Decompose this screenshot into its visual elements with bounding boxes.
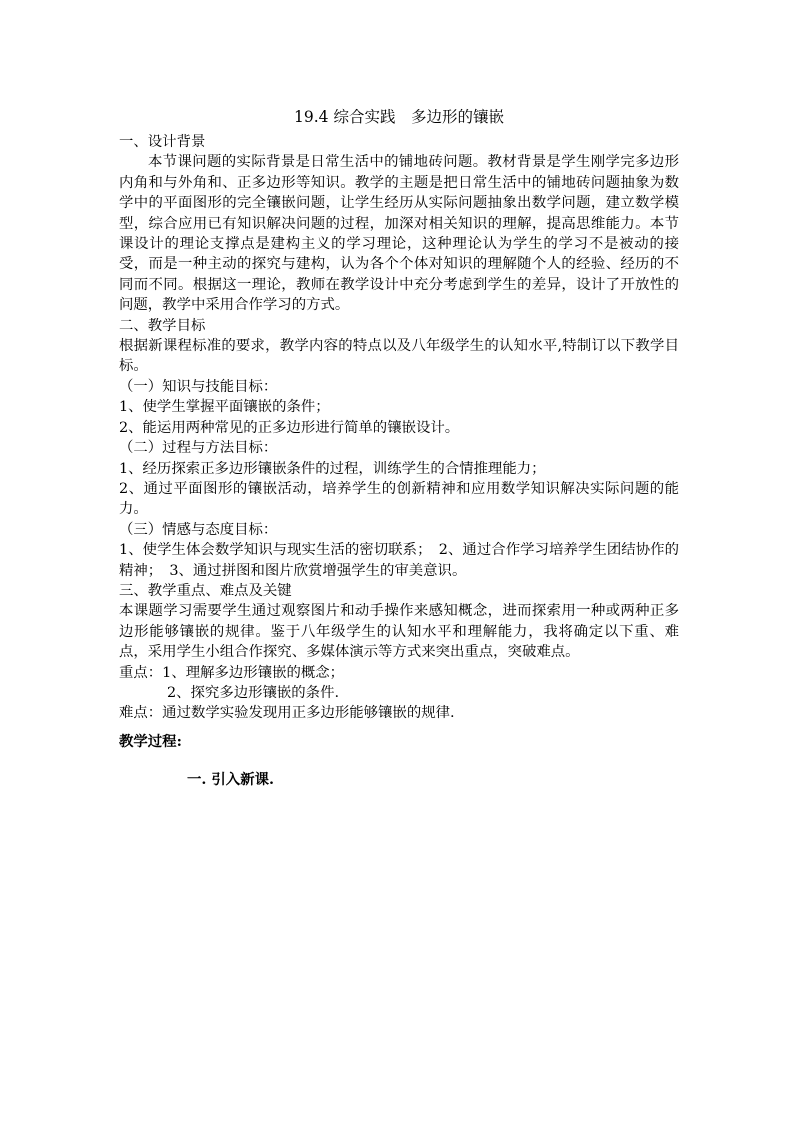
subsection-heading-process: （二）过程与方法目标： — [119, 440, 278, 457]
section-heading-keypoints: 三、教学重点、难点及关键 — [119, 582, 292, 599]
difficulty-line: 难点：通过数学实验发现用正多边形能够镶嵌的规律. — [119, 705, 455, 722]
key-point-1: 重点：1、理解多边形镶嵌的概念； — [119, 664, 345, 681]
key-point-2: 2、探究多边形镶嵌的条件. — [167, 684, 340, 701]
knowledge-item-1: 1、使学生掌握平面镶嵌的条件； — [119, 399, 330, 416]
knowledge-item-2: 2、能运用两种常见的正多边形进行简单的镶嵌设计。 — [119, 419, 460, 436]
document-title: 19.4 综合实践 多边形的镶嵌 — [294, 108, 504, 126]
keypoints-paragraph: 本课题学习需要学生通过观察图片和动手操作来感知概念，进而探索用一种或两种正多边形能够镶嵌的规律。鉴于八年级学生的认知水平和理解能力，我将确定以下重、难点，采用学生小组合作探究、多媒体演示等方式来突出重点，突破难点。 — [119, 603, 679, 661]
objectives-intro: 根据新课程标准的要求，教学内容的特点以及八年级学生的认知水平,特制订以下教学目标。 — [119, 338, 679, 375]
document-page — [119, 106, 679, 791]
subsection-heading-knowledge: （一）知识与技能目标： — [119, 378, 278, 395]
section-heading-objectives: 二、教学目标 — [119, 317, 206, 334]
teaching-process-heading: 教学过程: — [119, 732, 182, 750]
process-item-2: 2、通过平面图形的镶嵌活动，培养学生的创新精神和应用数学知识解决实际问题的能力。 — [119, 480, 679, 518]
attitude-body: 1、使学生体会数学知识与现实生活的密切联系； 2、通过合作学习培养学生团结协作的精神； 3、通过拼图和图片欣赏增强学生的审美意识。 — [119, 542, 679, 579]
section-heading-background: 一、设计背景 — [119, 134, 206, 150]
teaching-step-1: 一. 引入新课. — [187, 771, 274, 789]
process-item-1: 1、经历探索正多边形镶嵌条件的过程，训练学生的合情推理能力； — [119, 460, 546, 477]
subsection-heading-attitude: （三）情感与态度目标： — [119, 521, 278, 538]
background-paragraph: 本节课问题的实际背景是日常生活中的铺地砖问题。教材背景是学生刚学完多边形内角和与外角和、正多边形等知识。教学的主题是把日常生活中的铺地砖问题抽象为数学中的平面图形的完全镶嵌问题，让学生经历从实际问题抽象出数学问题，建立数学模型，综合应用已有知识解决问题的过程，加深对相关知识的理解，提高思维能力。本节课设计的理论支撑点是建构主义的学习理论，这种理论认为学生的学习不是被动的接受，而是一种主动的探究与建构，认为各个个体对知识的理解随个人的经验、经历的不同而不同。根据这一理论，教师在教学设计中充分考虑到学生的差异，设计了开放性的问题，教学中采用合作学习的方式。 — [119, 154, 679, 314]
